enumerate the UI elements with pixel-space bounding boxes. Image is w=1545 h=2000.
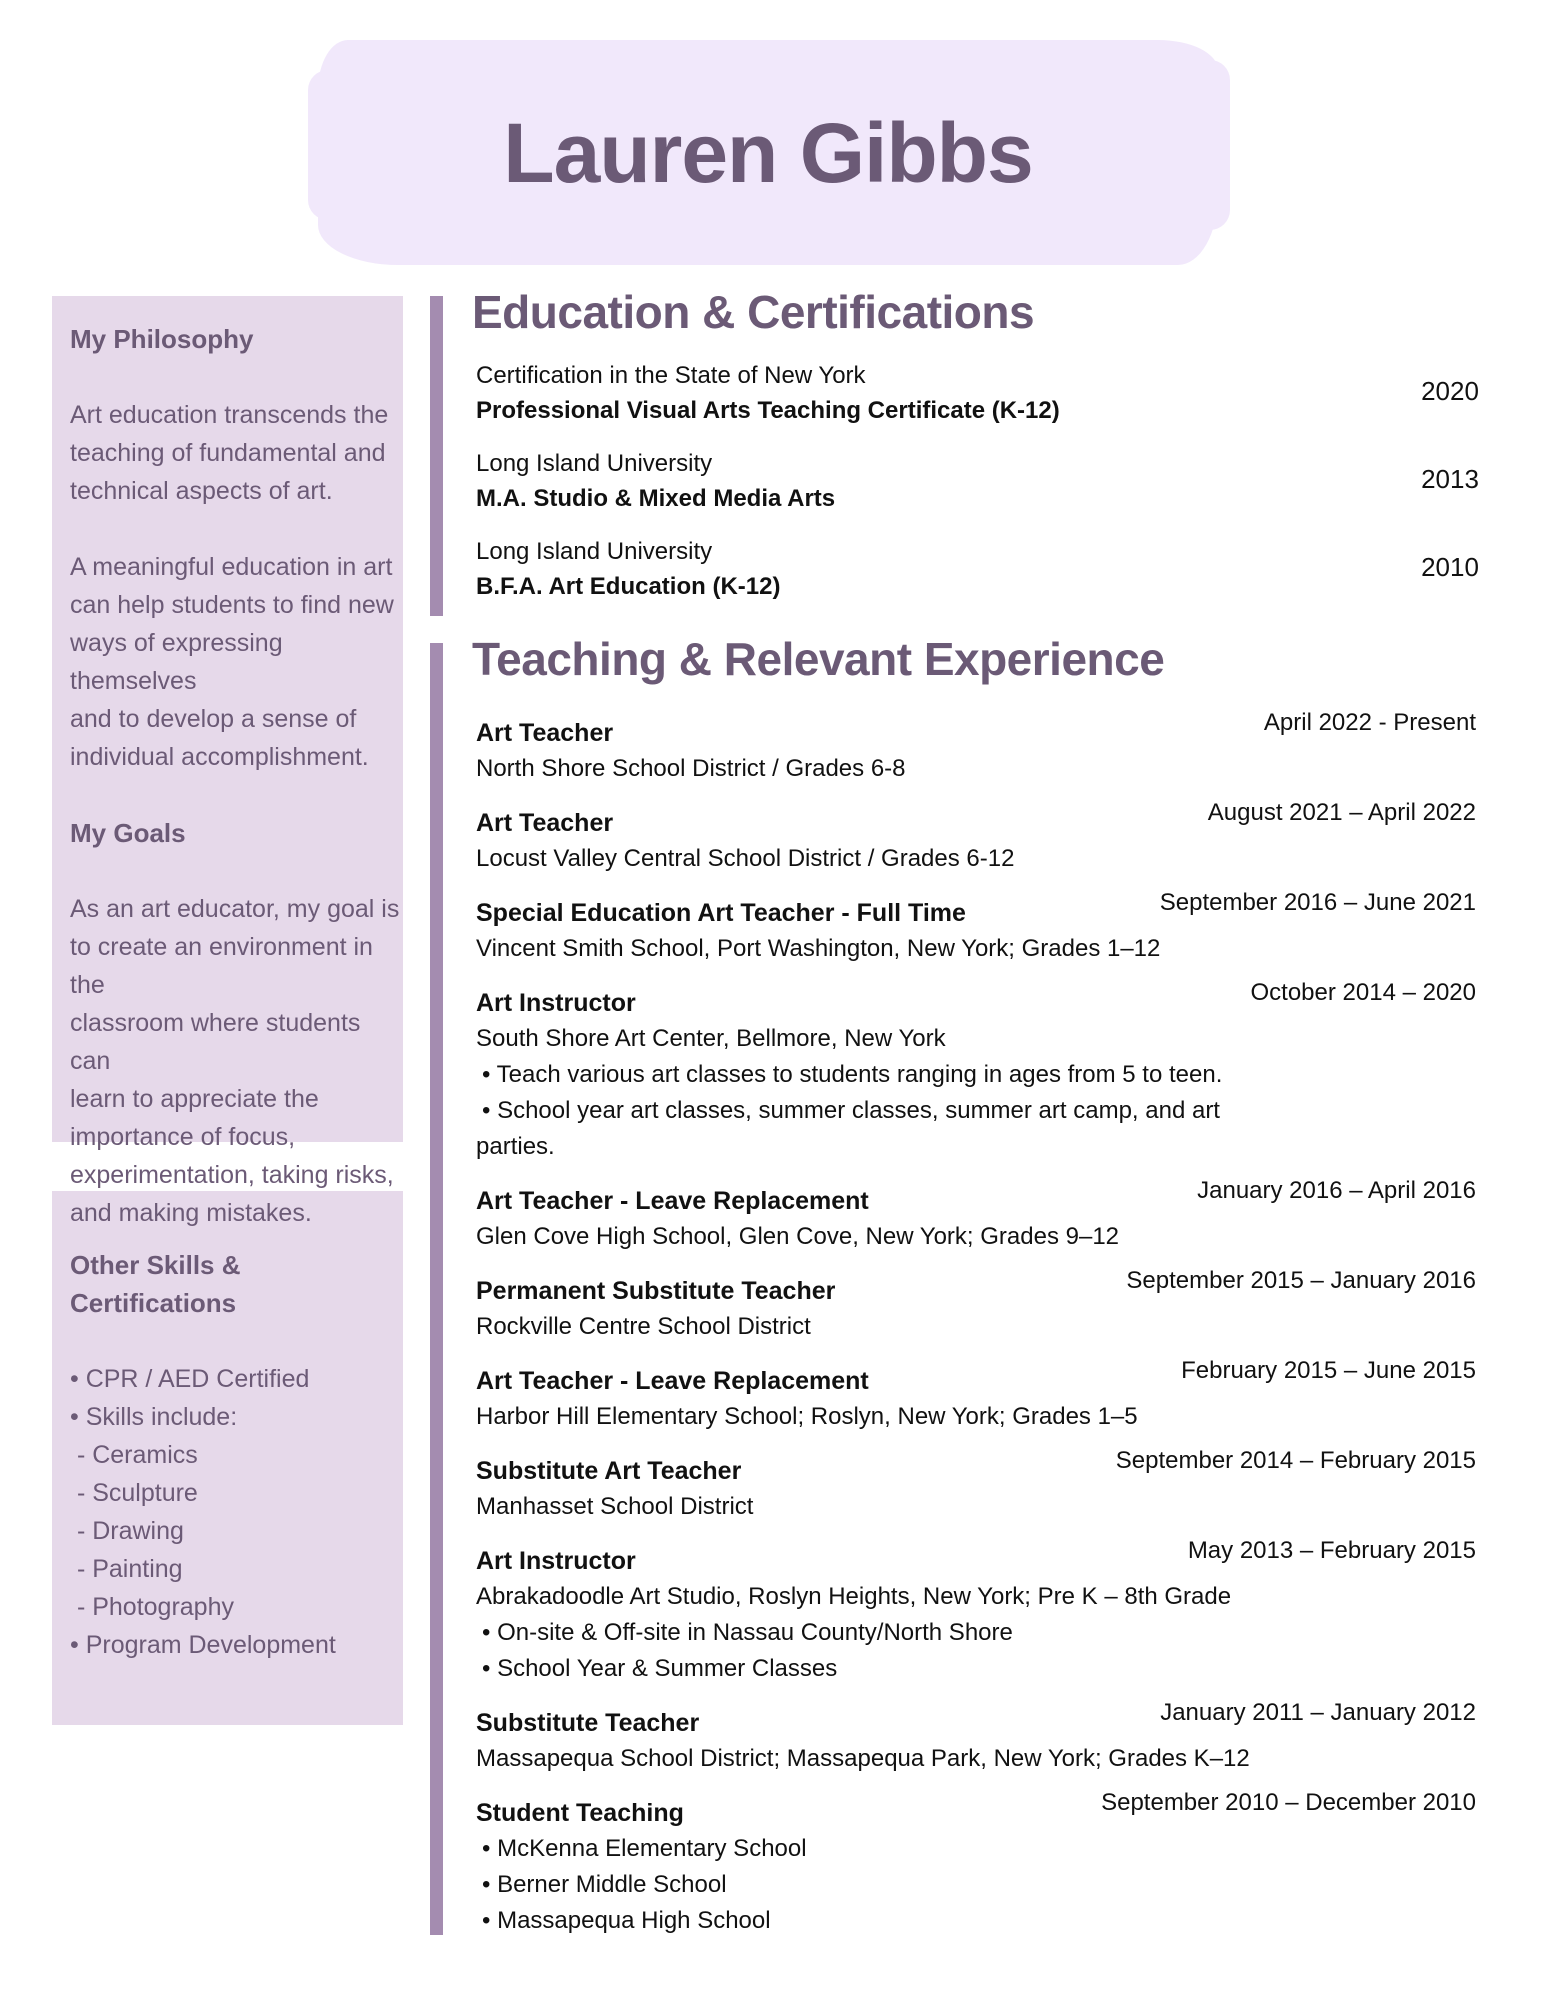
philosophy-section	[70, 320, 400, 1232]
education-institution: Long Island University	[476, 450, 713, 477]
skill-item: - Photography	[70, 1593, 234, 1621]
philosophy-line: A meaningful education in art	[70, 553, 393, 581]
job-date: October 2014 – 2020	[1250, 979, 1476, 1006]
experience-accent-bar	[430, 643, 443, 1935]
job-line: South Shore Art Center, Bellmore, New York	[476, 1025, 946, 1052]
education-year: 2020	[1421, 376, 1479, 406]
job-bullet: • Teach various art classes to students ranging in ages from 5 to teen.	[482, 1061, 1223, 1088]
job-bullet: • McKenna Elementary School	[482, 1835, 807, 1862]
education-item	[476, 358, 1496, 428]
goals-line: learn to appreciate the	[70, 1085, 319, 1113]
experience-item	[476, 889, 1496, 967]
job-title: Art Teacher	[476, 809, 614, 837]
job-title: Special Education Art Teacher - Full Time	[476, 899, 966, 927]
job-date: September 2015 – January 2016	[1126, 1267, 1476, 1294]
job-line: North Shore School District / Grades 6-8	[476, 755, 906, 782]
experience-item	[476, 1177, 1496, 1255]
education-year: 2013	[1421, 464, 1479, 494]
goals-line: to create an environment in the	[70, 933, 373, 999]
job-bullet: • School year art classes, summer classes, summer art camp, and art	[482, 1097, 1220, 1124]
job-line: parties.	[476, 1133, 555, 1160]
experience-item	[476, 709, 1496, 787]
job-date: January 2016 – April 2016	[1197, 1177, 1476, 1204]
skill-item: - Drawing	[70, 1517, 184, 1545]
experience-heading: Teaching & Relevant Experience	[472, 633, 1165, 685]
job-title: Art Teacher - Leave Replacement	[476, 1367, 869, 1395]
philosophy-line: technical aspects of art.	[70, 477, 333, 505]
job-date: January 2011 – January 2012	[1160, 1699, 1476, 1726]
goals-line: experimentation, taking risks,	[70, 1161, 394, 1189]
experience-item	[476, 1789, 1496, 1939]
skills-section	[70, 1246, 400, 1664]
education-degree: M.A. Studio & Mixed Media Arts	[476, 485, 836, 512]
job-title: Art Instructor	[476, 989, 636, 1017]
job-title: Substitute Art Teacher	[476, 1457, 742, 1485]
education-year: 2010	[1421, 552, 1479, 582]
philosophy-line: teaching of fundamental and	[70, 439, 386, 467]
education-institution: Certification in the State of New York	[476, 362, 866, 389]
job-bullet: • School Year & Summer Classes	[482, 1655, 838, 1682]
job-title: Student Teaching	[476, 1799, 684, 1827]
skills-heading: Other Skills &	[70, 1250, 241, 1280]
job-date: May 2013 – February 2015	[1187, 1537, 1476, 1564]
experience-item	[476, 1447, 1496, 1525]
education-heading: Education & Certifications	[472, 286, 1035, 338]
job-line: Harbor Hill Elementary School; Roslyn, New York; Grades 1–5	[476, 1403, 1138, 1430]
job-date: September 2014 – February 2015	[1115, 1447, 1476, 1474]
job-line: Glen Cove High School, Glen Cove, New York; Grades 9–12	[476, 1223, 1120, 1250]
job-date: September 2016 – June 2021	[1159, 889, 1476, 916]
experience-item	[476, 979, 1496, 1165]
skills-heading: Certifications	[70, 1288, 237, 1318]
job-line: Massapequa School District; Massapequa Park, New York; Grades K–12	[476, 1745, 1250, 1772]
education-institution: Long Island University	[476, 538, 713, 565]
resume-name: Lauren Gibbs	[503, 106, 1033, 200]
job-date: April 2022 - Present	[1263, 709, 1476, 736]
job-date: September 2010 – December 2010	[1101, 1789, 1476, 1816]
job-bullet: • Berner Middle School	[482, 1871, 727, 1898]
job-bullet: • Massapequa High School	[482, 1907, 771, 1934]
skill-item: • Skills include:	[70, 1403, 238, 1431]
philosophy-line: and to develop a sense of	[70, 705, 357, 733]
job-title: Art Instructor	[476, 1547, 636, 1575]
philosophy-line: can help students to find new	[70, 591, 394, 619]
skill-item: - Painting	[70, 1555, 183, 1583]
skill-item: - Ceramics	[70, 1441, 198, 1469]
education-accent-bar	[430, 296, 443, 616]
skill-item: • CPR / AED Certified	[70, 1365, 310, 1393]
skill-item: • Program Development	[70, 1631, 336, 1659]
experience-item	[476, 1357, 1496, 1435]
skill-item: - Sculpture	[70, 1479, 198, 1507]
goals-line: classroom where students can	[70, 1009, 361, 1075]
education-degree: Professional Visual Arts Teaching Certificate (K-12)	[476, 397, 1060, 424]
job-line: Vincent Smith School, Port Washington, New York; Grades 1–12	[476, 935, 1161, 962]
experience-item	[476, 799, 1496, 877]
goals-line: and making mistakes.	[70, 1199, 312, 1227]
philosophy-line: individual accomplishment.	[70, 743, 369, 771]
experience-item	[476, 1537, 1496, 1687]
experience-item	[476, 1267, 1496, 1345]
job-date: February 2015 – June 2015	[1181, 1357, 1476, 1384]
job-title: Substitute Teacher	[476, 1709, 700, 1737]
experience-item	[476, 1699, 1496, 1777]
education-item	[476, 446, 1496, 516]
goals-heading: My Goals	[70, 818, 186, 848]
job-date: August 2021 – April 2022	[1207, 799, 1476, 826]
philosophy-line: Art education transcends the	[70, 401, 389, 429]
job-line: Abrakadoodle Art Studio, Roslyn Heights, New York; Pre K – 8th Grade	[476, 1583, 1232, 1610]
job-bullet: • On-site & Off-site in Nassau County/North Shore	[482, 1619, 1013, 1646]
job-line: Rockville Centre School District	[476, 1313, 811, 1340]
philosophy-line: ways of expressing themselves	[70, 629, 283, 695]
job-title: Permanent Substitute Teacher	[476, 1277, 836, 1305]
job-line: Locust Valley Central School District / Grades 6-12	[476, 845, 1015, 872]
goals-line: importance of focus,	[70, 1123, 296, 1151]
job-title: Art Teacher - Leave Replacement	[476, 1187, 869, 1215]
education-item	[476, 534, 1496, 604]
philosophy-heading: My Philosophy	[70, 324, 254, 354]
goals-line: As an art educator, my goal is	[70, 895, 400, 923]
job-line: Manhasset School District	[476, 1493, 754, 1520]
job-title: Art Teacher	[476, 719, 614, 747]
education-degree: B.F.A. Art Education (K-12)	[476, 573, 781, 600]
